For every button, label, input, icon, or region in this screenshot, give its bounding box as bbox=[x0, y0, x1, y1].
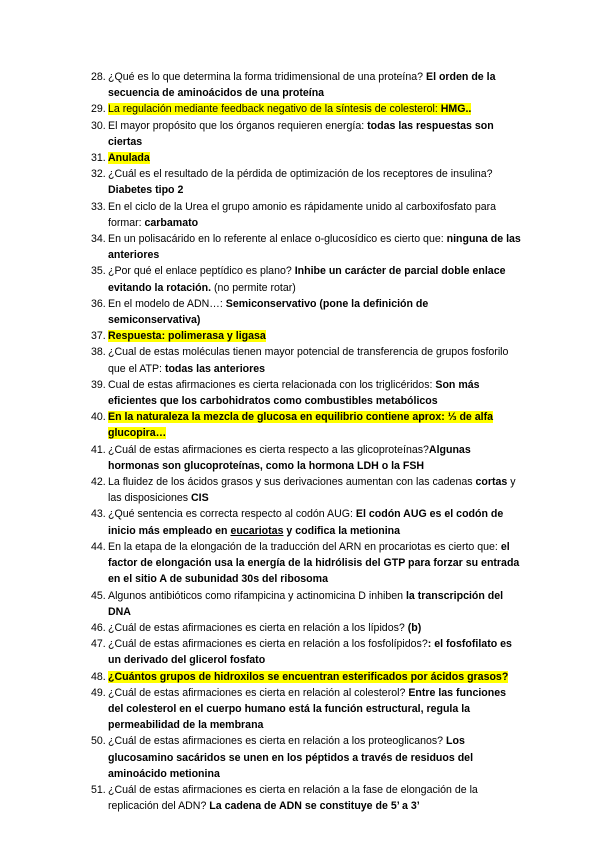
question-item bbox=[91, 296, 521, 328]
question-text bbox=[108, 508, 503, 536]
question-text bbox=[108, 590, 503, 618]
question-prompt: La regulación mediante feedback negativo de la síntesis de colesterol: bbox=[108, 103, 441, 116]
question-text bbox=[108, 411, 493, 439]
question-prompt: y las disposiciones bbox=[108, 476, 516, 505]
question-number: 47. bbox=[91, 638, 106, 651]
question-prompt: ¿Qué sentencia es correcta respecto al codón AUG: bbox=[108, 508, 356, 521]
question-prompt: Algunos antibióticos como rifampicina y actinomicina D inhiben bbox=[108, 589, 406, 602]
question-number: 37. bbox=[91, 330, 106, 343]
question-item bbox=[91, 474, 521, 506]
question-number: 35. bbox=[91, 265, 106, 278]
answer-text: Anulada bbox=[108, 152, 150, 165]
question-text bbox=[108, 379, 480, 407]
answer-text: todas las anteriores bbox=[164, 362, 266, 375]
question-prompt: En la etapa de la elongación de la traducción del ARN en procariotas es cierto que: bbox=[108, 540, 501, 553]
question-item bbox=[91, 588, 521, 620]
answer-text: ninguna de las anteriores bbox=[108, 233, 521, 262]
question-prompt: ¿Cuál de estas afirmaciones es cierta en relación a los fosfolípidos? bbox=[108, 638, 428, 651]
question-number: 29. bbox=[91, 103, 106, 116]
question-item bbox=[91, 150, 521, 166]
question-item bbox=[91, 685, 521, 734]
question-text bbox=[108, 541, 519, 585]
question-text bbox=[108, 265, 505, 293]
answer-text: Semiconservativo (pone la definición de semiconservativa) bbox=[108, 297, 429, 327]
question-text bbox=[108, 71, 495, 99]
answer-text: (b) bbox=[407, 621, 422, 634]
question-text bbox=[108, 476, 516, 504]
question-item bbox=[91, 199, 521, 231]
question-item bbox=[91, 442, 521, 474]
question-item bbox=[91, 166, 521, 198]
answer-text: Diabetes tipo 2 bbox=[108, 184, 184, 197]
question-prompt: ¿Cuál de estas afirmaciones es cierta en relación al colesterol? bbox=[108, 686, 409, 699]
question-text bbox=[108, 120, 494, 148]
question-text bbox=[108, 330, 266, 342]
question-prompt: Cual de estas afirmaciones es cierta relacionada con los triglicéridos: bbox=[108, 378, 436, 391]
question-item bbox=[91, 539, 521, 588]
question-prompt: ¿Por qué el enlace peptídico es plano? bbox=[108, 265, 295, 278]
question-text bbox=[108, 784, 478, 812]
answer-text: y codifica la metionina bbox=[283, 524, 401, 537]
answer-text: La cadena de ADN se constituye de 5’ a 3’ bbox=[209, 800, 420, 813]
question-prompt: La fluidez de los ácidos grasos y sus derivaciones aumentan con las cadenas bbox=[108, 476, 476, 489]
question-number: 38. bbox=[91, 346, 106, 359]
question-text bbox=[108, 671, 508, 683]
question-prompt: ¿Qué es lo que determina la forma tridimensional de una proteína? bbox=[108, 71, 426, 83]
question-number: 39. bbox=[91, 378, 106, 391]
question-prompt: El mayor propósito que los órganos requieren energía: bbox=[108, 119, 368, 132]
question-item bbox=[91, 263, 521, 295]
question-prompt: En un polisacárido en lo referente al enlace o-glucosídico es cierto que: bbox=[108, 233, 447, 246]
question-number: 50. bbox=[91, 735, 106, 748]
question-text bbox=[108, 346, 508, 374]
question-text bbox=[108, 687, 506, 731]
answer-text: Algunas hormonas son glucoproteínas, como la hormona LDH o la FSH bbox=[108, 443, 471, 472]
answer-text: cortas bbox=[475, 476, 508, 489]
question-text bbox=[108, 168, 493, 196]
answer-text: todas las respuestas son ciertas bbox=[108, 119, 494, 148]
question-item bbox=[91, 377, 521, 409]
answer-text: HMG.. bbox=[440, 103, 472, 116]
question-text bbox=[108, 152, 150, 164]
answer-text: Entre las funciones del colesterol en el cuerpo humano está la función estructural, regula la permeabilidad de la membrana bbox=[108, 686, 507, 732]
question-item bbox=[91, 782, 521, 814]
question-number: 32. bbox=[91, 168, 106, 181]
answer-text: carbamato bbox=[144, 216, 199, 229]
answer-text: Los glucosamino sacáridos se unen en los péptidos a través de residuos del aminoácido metionina bbox=[108, 735, 474, 780]
question-text bbox=[108, 622, 421, 634]
answer-text: El codón AUG es el codón de inicio más empleado en bbox=[108, 508, 504, 537]
question-number: 30. bbox=[91, 119, 106, 132]
question-item bbox=[91, 636, 521, 668]
question-number: 42. bbox=[91, 476, 106, 489]
answer-text: el factor de elongación usa la energía de la hidrólisis del GTP para forzar su entrada en el sitio A de subunidad 30s del ribosoma bbox=[108, 540, 520, 586]
question-prompt: ¿Cuál de estas afirmaciones es cierta en relación a la fase de elongación de la replicación del ADN? bbox=[108, 783, 478, 813]
question-item bbox=[91, 328, 521, 344]
question-list bbox=[91, 69, 521, 814]
question-item bbox=[91, 231, 521, 263]
answer-text: CIS bbox=[191, 492, 209, 505]
question-number: 49. bbox=[91, 686, 106, 699]
question-prompt: ¿Cuál de estas afirmaciones es cierta respecto a las glicoproteínas? bbox=[108, 443, 429, 456]
question-prompt: En el ciclo de la Urea el grupo amonio es rápidamente unido al carboxifosfato para formar: bbox=[108, 200, 497, 229]
question-number: 45. bbox=[91, 589, 106, 602]
answer-text: eucariotas bbox=[230, 524, 284, 537]
question-prompt: (no permite rotar) bbox=[211, 281, 296, 294]
answer-text: : el fosfofilato es un derivado del glicerol fosfato bbox=[108, 638, 512, 667]
question-number: 48. bbox=[91, 670, 106, 683]
question-text bbox=[108, 735, 473, 779]
question-number: 43. bbox=[91, 508, 106, 521]
question-text bbox=[108, 103, 471, 115]
answer-text: la transcripción del DNA bbox=[108, 589, 504, 618]
question-number: 33. bbox=[91, 200, 106, 213]
question-prompt: En el modelo de ADN…: bbox=[108, 297, 226, 310]
question-item bbox=[91, 118, 521, 150]
question-text bbox=[108, 298, 428, 326]
question-number: 34. bbox=[91, 233, 106, 246]
question-prompt: ¿Cuál de estas afirmaciones es cierta en relación a los proteoglicanos? bbox=[108, 735, 447, 748]
question-item bbox=[91, 69, 521, 101]
question-number: 41. bbox=[91, 443, 106, 456]
question-number: 44. bbox=[91, 540, 106, 553]
question-prompt: ¿Cual de estas moléculas tienen mayor potencial de transferencia de grupos fosforilo que el ATP: bbox=[108, 346, 509, 375]
question-text bbox=[108, 638, 512, 666]
question-item bbox=[91, 620, 521, 636]
question-item bbox=[91, 344, 521, 376]
question-prompt: ¿Cuál es el resultado de la pérdida de optimización de los receptores de insulina? bbox=[108, 168, 493, 181]
question-number: 28. bbox=[91, 71, 106, 83]
question-text bbox=[108, 201, 496, 229]
question-text bbox=[108, 233, 521, 261]
question-item bbox=[91, 506, 521, 538]
question-number: 46. bbox=[91, 621, 106, 634]
answer-text: ¿Cuántos grupos de hidroxilos se encuentran esterificados por ácidos grasos? bbox=[108, 670, 509, 683]
question-item bbox=[91, 101, 521, 117]
question-item bbox=[91, 733, 521, 782]
question-text bbox=[108, 444, 471, 472]
question-item bbox=[91, 669, 521, 685]
question-prompt: ¿Cuál de estas afirmaciones es cierta en relación a los lípidos? bbox=[108, 621, 408, 634]
answer-text: El orden de la secuencia de aminoácidos de una proteína bbox=[108, 71, 496, 100]
answer-text: Son más eficientes que los carbohidratos como combustibles metabólicos bbox=[108, 378, 480, 408]
answer-text: Inhibe un carácter de parcial doble enlace evitando la rotación. bbox=[108, 265, 506, 294]
answer-text: En la naturaleza la mezcla de glucosa en equilibrio contiene aprox: ⅓ de alfa glucopira… bbox=[108, 411, 494, 440]
question-number: 40. bbox=[91, 411, 106, 424]
answer-text: Respuesta: polimerasa y ligasa bbox=[108, 330, 266, 343]
question-item bbox=[91, 409, 521, 441]
question-number: 36. bbox=[91, 297, 106, 310]
question-number: 51. bbox=[91, 783, 106, 796]
question-number: 31. bbox=[91, 152, 106, 165]
